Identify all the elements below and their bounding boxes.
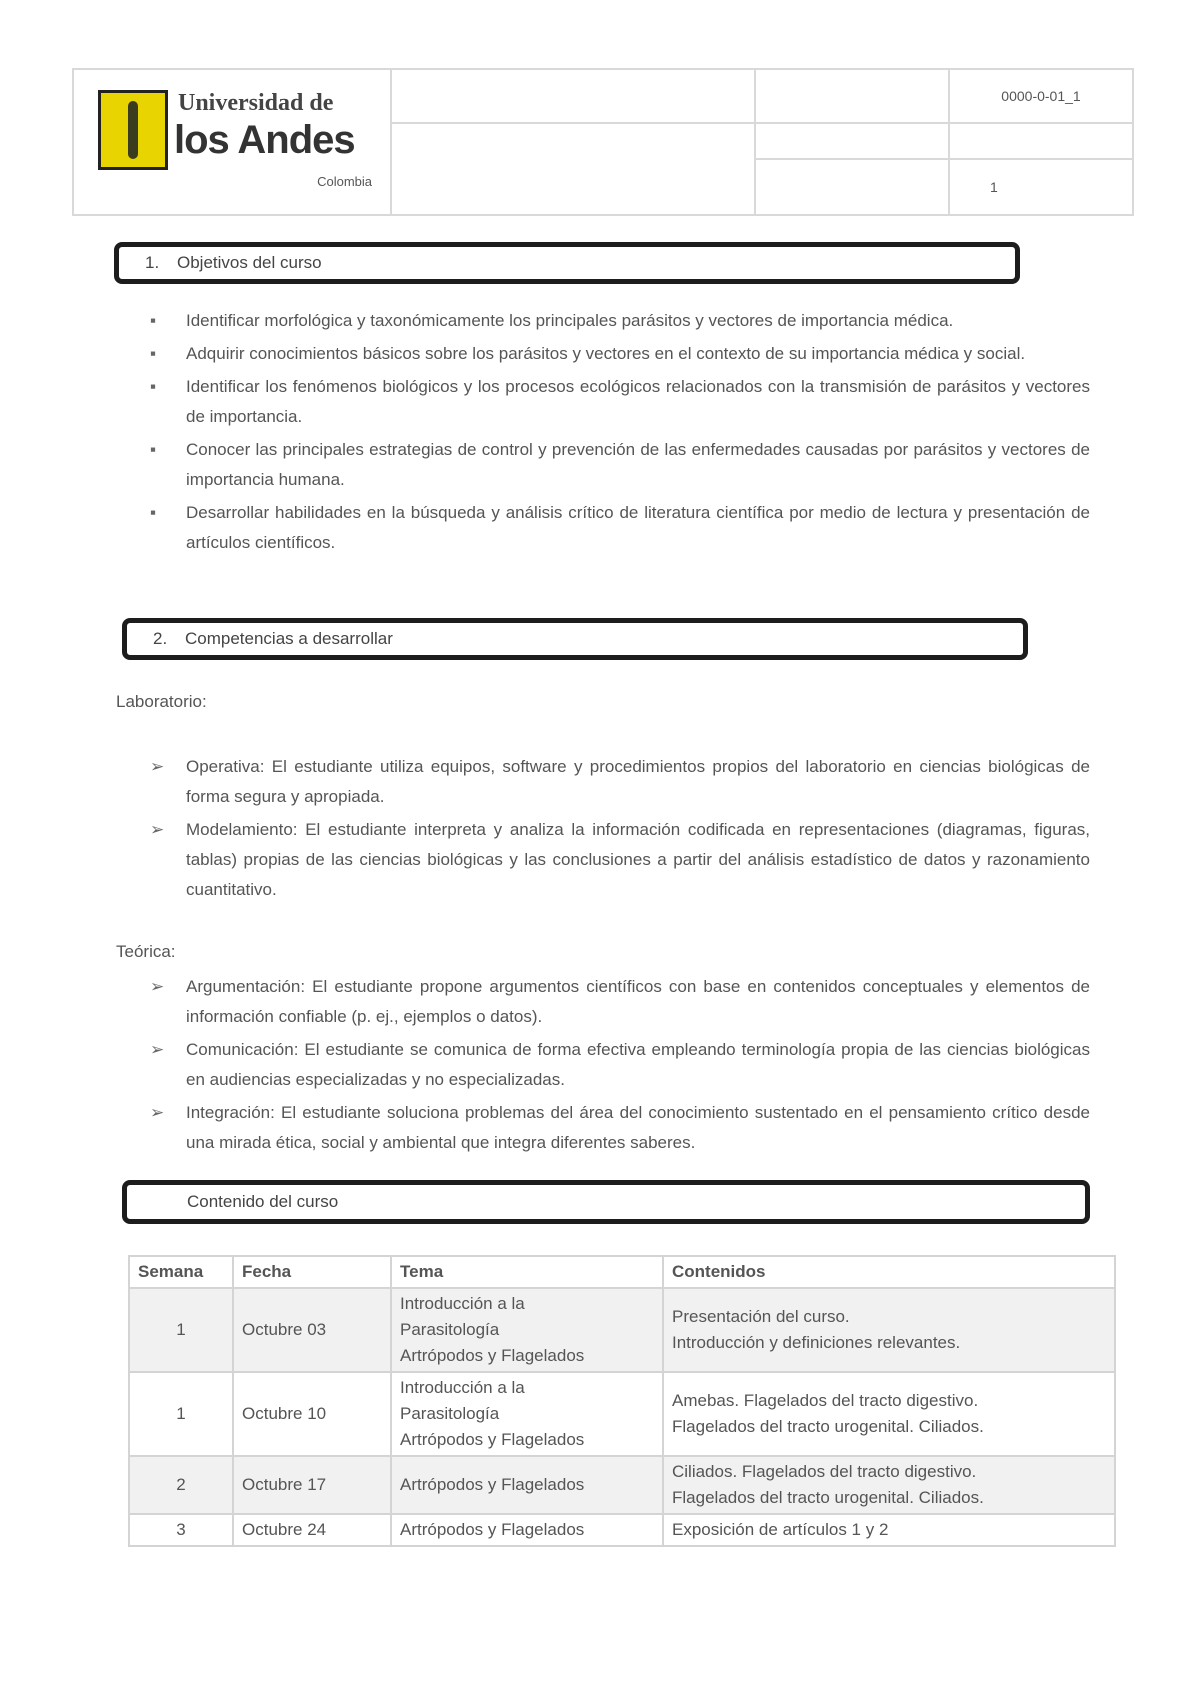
section-title: Competencias a desarrollar (185, 629, 393, 648)
topic-cell: Introducción a la Parasitología Artrópodos y Flagelados (391, 1288, 663, 1372)
date-cell: Octubre 10 (233, 1372, 391, 1456)
section-content-heading (122, 1180, 1090, 1224)
list-item: ➢ Comunicación: El estudiante se comunica de forma efectiva empleando terminología propia de las ciencias biológicas en audiencias especializadas y no especializadas. (150, 1035, 1090, 1095)
week-cell: 3 (129, 1514, 233, 1546)
list-item: ▪ Conocer las principales estrategias de control y prevención de las enfermedades causadas por parásitos y vectores de importancia humana. (150, 435, 1090, 495)
list-item: ➢ Integración: El estudiante soluciona problemas del área del conocimiento sustentado en el pensamiento crítico desde una mirada ética, social y ambiental que integra diferentes saberes. (150, 1098, 1090, 1158)
topic-cell: Artrópodos y Flagelados (391, 1456, 663, 1514)
document-header (72, 68, 1134, 216)
week-cell: 2 (129, 1456, 233, 1514)
column-header-date: Fecha (233, 1256, 391, 1288)
section-title: Contenido del curso (187, 1192, 339, 1211)
content-cell: Ciliados. Flagelados del tracto digestivo. Flagelados del tracto urogenital. Ciliados. (663, 1456, 1115, 1514)
section-title: Objetivos del curso (177, 253, 322, 272)
course-content-table (128, 1255, 1116, 1547)
column-header-content: Contenidos (663, 1256, 1115, 1288)
list-item: ➢ Operativa: El estudiante utiliza equipos, software y procedimientos propios del laboratorio en ciencias biológicas de forma segura y apropiada. (150, 752, 1090, 812)
section-objectives-heading (114, 242, 1020, 284)
date-cell: Octubre 24 (233, 1514, 391, 1546)
section-number: 2. (153, 629, 168, 648)
column-header-topic: Tema (391, 1256, 663, 1288)
list-item: ▪ Identificar los fenómenos biológicos y los procesos ecológicos relacionados con la transmisión de parásitos y vectores de importancia. (150, 372, 1090, 432)
week-cell: 1 (129, 1372, 233, 1456)
page-number: 1 (990, 179, 998, 195)
date-cell: Octubre 17 (233, 1456, 391, 1514)
table-row (129, 1456, 1115, 1514)
section-number: 1. (145, 253, 160, 272)
logo-text-line1: Universidad de (178, 90, 334, 116)
list-item: ➢ Modelamiento: El estudiante interpreta y analiza la información codificada en representaciones (diagramas, figuras, tablas) propias de las ciencias biológicas y las conclusiones a partir del análisis estadístico de datos y razonamiento cuantitativo. (150, 815, 1090, 905)
topic-cell: Introducción a la Parasitología Artrópodos y Flagelados (391, 1372, 663, 1456)
week-cell: 1 (129, 1288, 233, 1372)
list-item: ➢ Argumentación: El estudiante propone argumentos científicos con base en contenidos conceptuales y elementos de información confiable (p. ej., ejemplos o datos). (150, 972, 1090, 1032)
header-title-cell (392, 70, 756, 214)
table-row (129, 1514, 1115, 1546)
theory-competencies-list (150, 972, 1090, 1161)
content-cell: Amebas. Flagelados del tracto digestivo. Flagelados del tracto urogenital. Ciliados. (663, 1372, 1115, 1456)
document-code: 0000-0-01_1 (950, 70, 1132, 124)
theory-label: Teórica: (116, 942, 176, 961)
lab-competencies-list (150, 752, 1090, 908)
list-item: ▪ Adquirir conocimientos básicos sobre los parásitos y vectores en el contexto de su importancia médica y social. (150, 339, 1090, 369)
objectives-list (150, 306, 1090, 561)
logo-crest-icon (98, 90, 168, 170)
date-cell: Octubre 03 (233, 1288, 391, 1372)
university-logo (74, 70, 392, 214)
header-code-cell (950, 70, 1132, 214)
list-item: ▪ Identificar morfológica y taxonómicamente los principales parásitos y vectores de importancia médica. (150, 306, 1090, 336)
content-cell: Exposición de artículos 1 y 2 (663, 1514, 1115, 1546)
header-meta-cell (756, 70, 950, 214)
table-header-row (129, 1256, 1115, 1288)
logo-text-line3: Colombia (317, 174, 372, 189)
table-row (129, 1372, 1115, 1456)
column-header-week: Semana (129, 1256, 233, 1288)
list-item: ▪ Desarrollar habilidades en la búsqueda y análisis crítico de literatura científica por medio de lectura y presentación de artículos científicos. (150, 498, 1090, 558)
table-row (129, 1288, 1115, 1372)
topic-cell: Artrópodos y Flagelados (391, 1514, 663, 1546)
content-cell: Presentación del curso. Introducción y definiciones relevantes. (663, 1288, 1115, 1372)
logo-text-line2: los Andes (174, 118, 355, 162)
section-competencies-heading (122, 618, 1028, 660)
lab-label: Laboratorio: (116, 692, 207, 711)
